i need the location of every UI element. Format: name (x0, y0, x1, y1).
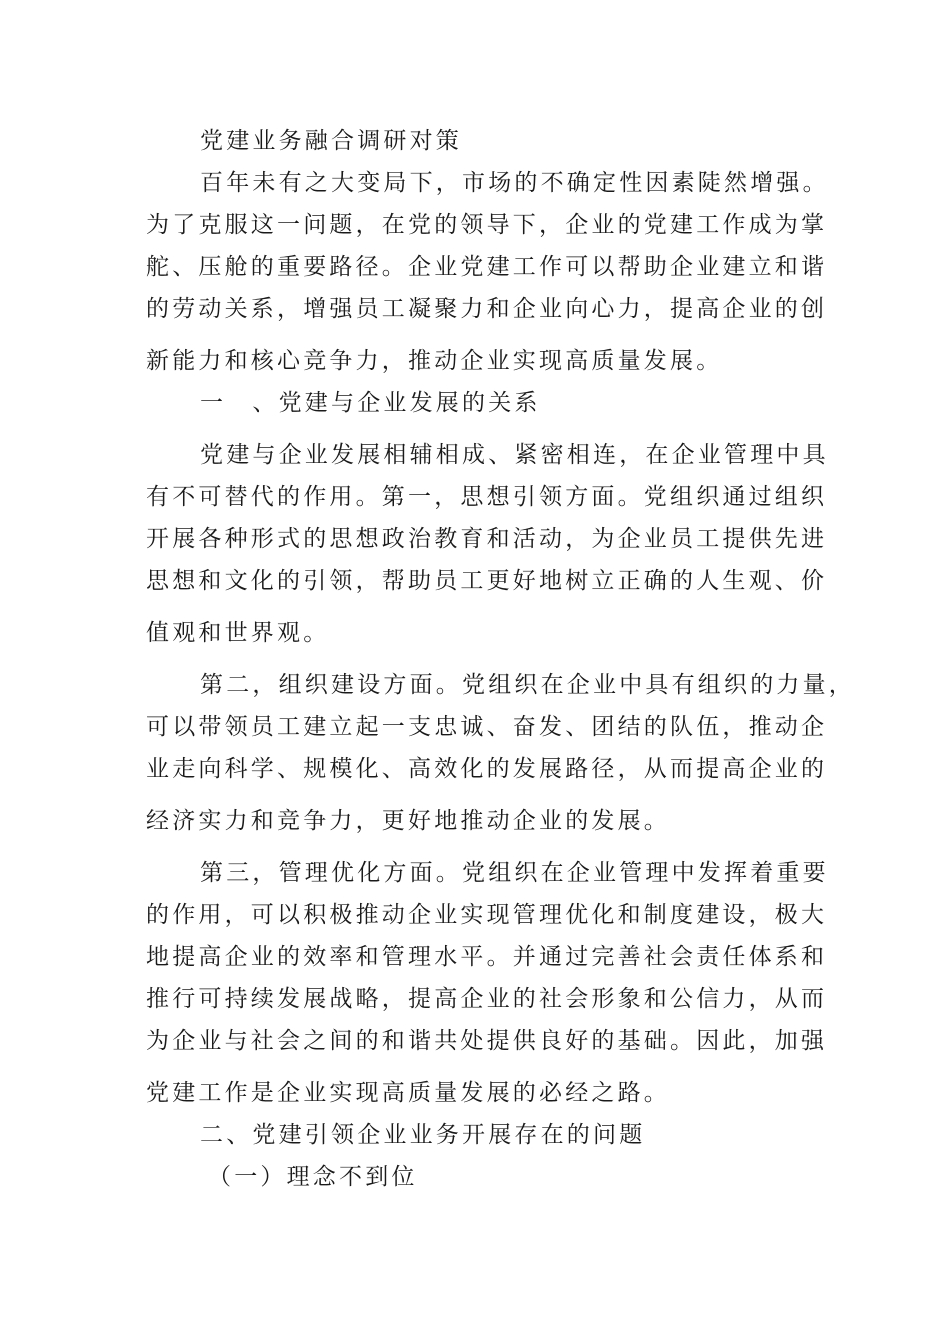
text-line: 第二，组织建设方面。党组织在企业中具有组织的力量， (200, 672, 855, 698)
section-heading-1: 一 、党建与企业发展的关系 (200, 390, 541, 416)
text-line: 业走向科学、规模化、高效化的发展路径，从而提高企业的 (146, 756, 828, 782)
text-line: 为企业与社会之间的和谐共处提供良好的基础。因此，加强 (146, 1028, 828, 1054)
paragraph-management (146, 852, 829, 1114)
document-title: 党建业务融合调研对策 (200, 128, 462, 154)
text-line: 推行可持续发展战略，提高企业的社会形象和公信力，从而 (146, 986, 828, 1012)
paragraph-intro (146, 162, 829, 382)
text-line: 新能力和核心竞争力，推动企业实现高质量发展。 (146, 348, 723, 374)
text-line: 地提高企业的效率和管理水平。并通过完善社会责任体系和 (146, 944, 828, 970)
text-line: 有不可替代的作用。第一，思想引领方面。党组织通过组织 (146, 484, 828, 510)
text-line: 开展各种形式的思想政治教育和活动，为企业员工提供先进 (146, 526, 828, 552)
text-line: 舵、压舱的重要路径。企业党建工作可以帮助企业建立和谐 (146, 254, 828, 280)
text-line: 值观和世界观。 (146, 620, 330, 646)
text-line: 第三，管理优化方面。党组织在企业管理中发挥着重要 (200, 860, 829, 886)
subsection-heading-1: （一）理念不到位 (208, 1164, 418, 1190)
text-line: 党建工作是企业实现高质量发展的必经之路。 (146, 1080, 670, 1106)
text-line: 为了克服这一问题，在党的领导下，企业的党建工作成为掌 (146, 212, 828, 238)
text-line: 可以带领员工建立起一支忠诚、奋发、团结的队伍，推动企 (146, 714, 828, 740)
paragraph-relationship (146, 434, 829, 654)
text-line: 经济实力和竞争力，更好地推动企业的发展。 (146, 808, 670, 834)
text-line: 的劳动关系，增强员工凝聚力和企业向心力，提高企业的创 (146, 296, 828, 322)
section-heading-2: 二、党建引领企业业务开展存在的问题 (200, 1122, 646, 1148)
document-page (146, 120, 855, 1198)
paragraph-organization (146, 664, 855, 842)
text-line: 思想和文化的引领，帮助员工更好地树立正确的人生观、价 (146, 568, 828, 594)
text-line: 百年未有之大变局下，市场的不确定性因素陡然增强。 (200, 170, 829, 196)
text-line: 党建与企业发展相辅相成、紧密相连，在企业管理中具 (200, 442, 829, 468)
text-line: 的作用，可以积极推动企业实现管理优化和制度建设，极大 (146, 902, 828, 928)
